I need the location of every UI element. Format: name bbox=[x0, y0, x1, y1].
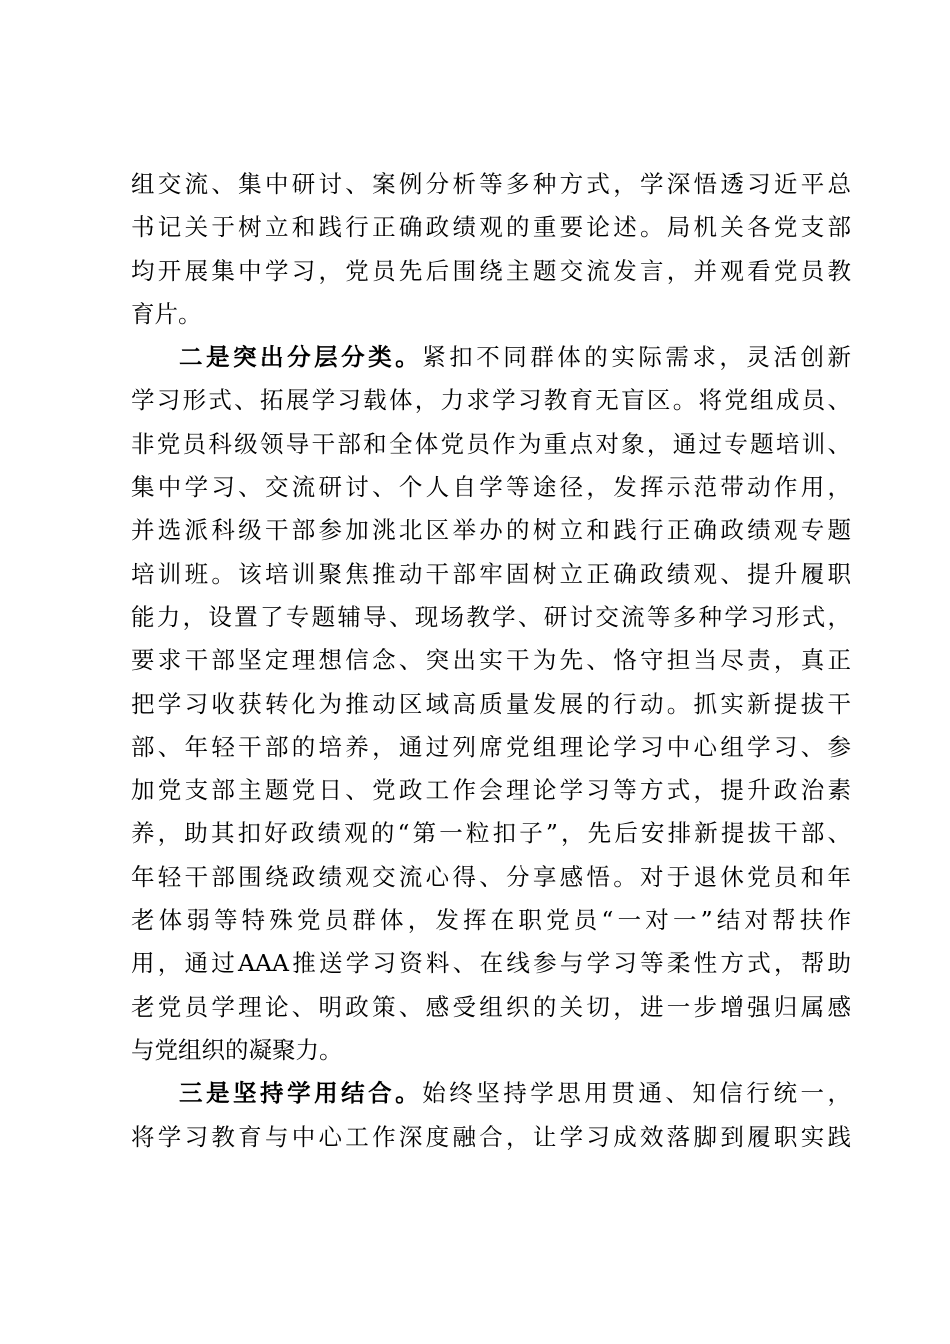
text-line: 能力，设置了专题辅导、现场教学、研讨交流等多种学习形式， bbox=[131, 602, 851, 631]
text-line bbox=[131, 1072, 851, 1115]
text-line: 用，通过AAA推送学习资料、在线参与学习等柔性方式，帮助 bbox=[131, 949, 851, 978]
text-line: 年轻干部围绕政绩观交流心得、分享感悟。对于退休党员和年 bbox=[131, 862, 851, 891]
text-line: 加党支部主题党日、党政工作会理论学习等方式，提升政治素 bbox=[131, 776, 851, 805]
text-line: 培训班。该培训聚焦推动干部牢固树立正确政绩观、提升履职 bbox=[131, 559, 851, 588]
text-line: 部、年轻干部的培养，通过列席党组理论学习中心组学习、参 bbox=[131, 732, 851, 761]
paragraph-heading: 二是突出分层分类。 bbox=[179, 343, 423, 372]
paragraph-3 bbox=[131, 1072, 851, 1159]
text-line: 将学习教育与中心工作深度融合，让学习成效落脚到履职实践 bbox=[131, 1122, 851, 1151]
text-line: 老体弱等特殊党员群体，发挥在职党员“一对一”结对帮扶作 bbox=[131, 906, 851, 935]
text-line: 要求干部坚定理想信念、突出实干为先、恪守担当尽责，真正 bbox=[131, 646, 851, 675]
text-line: 育片。 bbox=[131, 299, 202, 328]
text-line: 老党员学理论、明政策、感受组织的关切，进一步增强归属感 bbox=[131, 992, 851, 1021]
text-line bbox=[131, 336, 851, 379]
text-line: 学习形式、拓展学习载体，力求学习教育无盲区。将党组成员、 bbox=[131, 386, 851, 415]
text-line: 书记关于树立和践行正确政绩观的重要论述。局机关各党支部 bbox=[131, 213, 851, 242]
text-line: 把学习收获转化为推动区域高质量发展的行动。抓实新提拔干 bbox=[131, 689, 851, 718]
text-span: 紧扣不同群体的实际需求，灵活创新 bbox=[422, 343, 851, 372]
paragraph-1 bbox=[131, 163, 851, 336]
paragraph-heading: 三是坚持学用结合。 bbox=[179, 1079, 423, 1108]
text-line: 组交流、集中研讨、案例分析等多种方式，学深悟透习近平总 bbox=[131, 170, 851, 198]
text-line: 非党员科级领导干部和全体党员作为重点对象，通过专题培训、 bbox=[131, 429, 851, 458]
document-body bbox=[131, 163, 851, 1159]
text-line: 养，助其扣好政绩观的“第一粒扣子”，先后安排新提拔干部、 bbox=[131, 819, 851, 848]
text-line: 均开展集中学习，党员先后围绕主题交流发言，并观看党员教 bbox=[131, 256, 851, 285]
text-line: 集中学习、交流研讨、个人自学等途径，发挥示范带动作用， bbox=[131, 473, 851, 502]
text-span: 始终坚持学思用贯通、知信行统一， bbox=[422, 1079, 851, 1108]
text-line: 与党组织的凝聚力。 bbox=[131, 1035, 343, 1064]
text-line: 并选派科级干部参加洮北区举办的树立和践行正确政绩观专题 bbox=[131, 516, 851, 545]
paragraph-2 bbox=[131, 336, 851, 1072]
